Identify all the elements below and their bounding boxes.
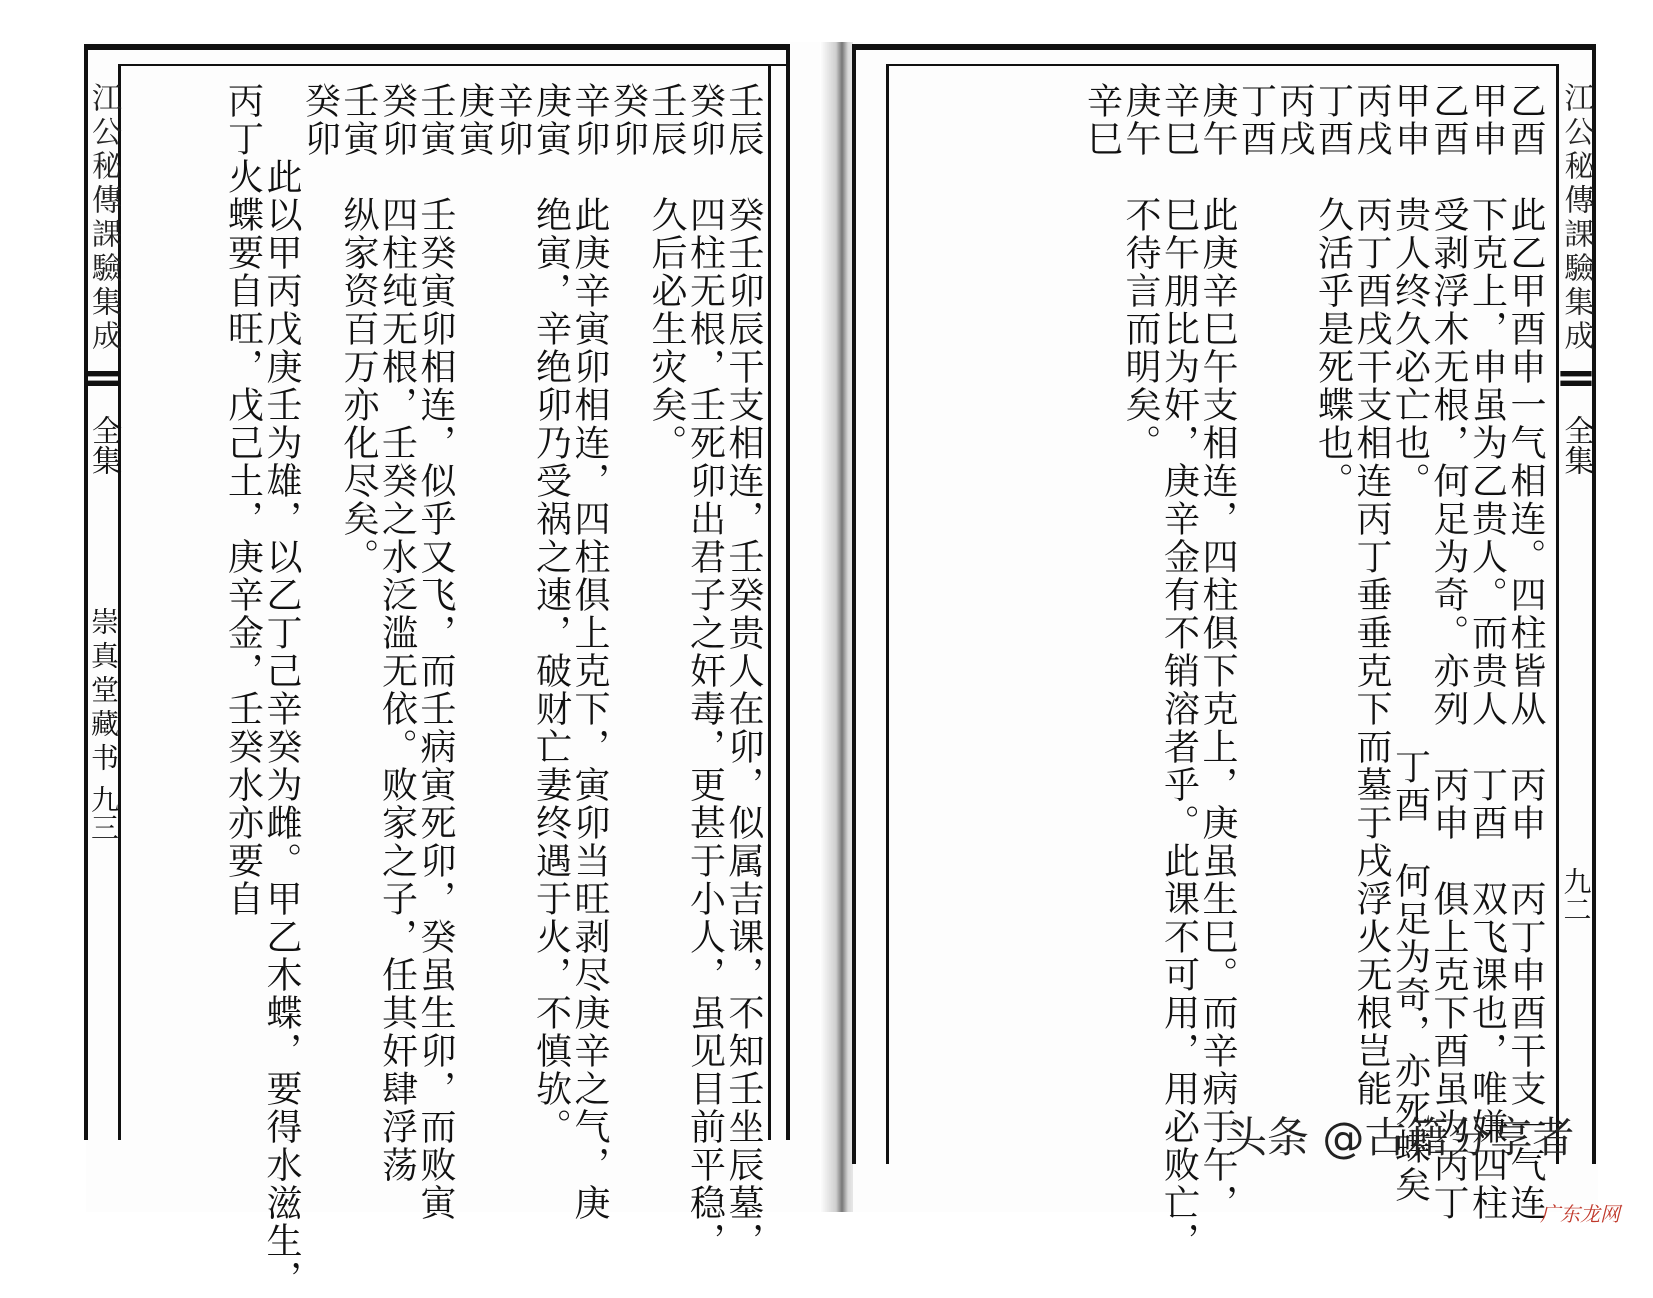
text-column: 癸卯 四柱纯无根，壬癸之水泛滥无依。败家之子，任其奸肆浮荡 [376, 82, 418, 1184]
margin-section: 全集 [1558, 415, 1594, 475]
text-column: 庚午 不待言而明矣。 [1120, 82, 1161, 462]
text-column: 乙酉 受剥浮木无根，何足为奇。亦列 丙申 俱上克下酉虽为丙丁 [1428, 82, 1469, 1222]
text-column: 丙戌 丙丁酉戌干支相连丙丁垂垂克下而墓于戌浮火无根岂能 [1351, 82, 1392, 1108]
watermark-text: 头条 @古籍分享者 [1225, 1113, 1575, 1162]
left-page-inner-top-rule [118, 64, 786, 66]
text-column: 丁酉 久活乎是死蝶也。 [1312, 82, 1354, 500]
text-column: 丙丁火蝶要自旺，戊己土，庚辛金，壬癸水亦要自 [222, 82, 264, 918]
margin-bars-top [1560, 371, 1591, 386]
left-page-top-rule [84, 44, 786, 50]
text-column: 丁酉 [1235, 82, 1277, 158]
right-page-inner-top-rule [886, 64, 1558, 66]
left-page-text [142, 82, 764, 1298]
text-column: 甲申 下克上，申虽为乙贵人。而贵人 丁酉 双飞课也，唯嫌四柱 [1466, 82, 1508, 1222]
text-column: 辛卯 [492, 82, 533, 158]
text-column: 丙戌 [1274, 82, 1315, 158]
text-column: 乙酉 此乙甲酉申一气相连。四柱皆从 丙申 丙丁申酉干支一气连 [1505, 82, 1546, 1222]
text-column: 庚寅 [453, 82, 495, 158]
margin-section: 全集 [86, 415, 121, 475]
text-column: 癸卯 [299, 82, 341, 158]
text-column: 此以甲丙戊庚壬为雄，以乙丁己辛癸为雌。甲乙木蝶，要得水滋生， [261, 82, 302, 1298]
margin-title: 江公秘傳課驗集成 [86, 82, 121, 354]
right-margin-column [1559, 82, 1592, 923]
text-column: 壬寅 纵家资百万亦化尽矣。 [338, 82, 379, 576]
text-column: 庚寅 绝寅，辛绝卯乃受祸之速，破财亡妻终遇于火，不慎欤。 [530, 82, 572, 1146]
text-column: 癸卯 [607, 82, 649, 158]
left-page-inner-rule [768, 64, 771, 1140]
right-page-top-rule [852, 44, 1592, 50]
text-column: 辛巳 [1081, 82, 1123, 158]
margin-title: 江公秘傳課驗集成 [1558, 82, 1594, 354]
page-number-left: 九三 [87, 785, 120, 841]
margin-bars-top [87, 371, 118, 386]
text-column: 壬寅 壬癸寅卯相连，似乎又飞，而壬病寅死卯，癸虽生卯，而败寅 [415, 82, 456, 1222]
page-number-right: 九二 [1559, 867, 1593, 923]
margin-hall-name: 崇真堂藏书 [87, 607, 120, 777]
text-column: 癸卯 四柱无根，壬死卯出君子之奸毒，更甚于小人，虽见目前平稳， [684, 82, 726, 1260]
text-column: 辛卯 此庚辛寅卯相连，四柱俱上克下，寅卯当旺剥尽庚辛之气，庚 [569, 82, 610, 1222]
text-column: 辛巳 巳午朋比为奸，庚辛金有不销溶者乎。此课不可用，用必败亡， [1158, 82, 1200, 1260]
right-page-gutter-rule [852, 44, 856, 1164]
text-column: 壬辰 癸壬卯辰干支相连，壬癸贵人在卯，似属吉课，不知壬坐辰墓， [723, 82, 764, 1260]
text-column: 壬辰 久后必生灾矣。 [646, 82, 687, 462]
text-column: 甲申 贵人终久必亡也。 丁酉 何足为奇，亦死蝶矣 [1389, 82, 1431, 1204]
left-margin-column [86, 82, 121, 841]
watermark-site: 广东龙网 [1540, 1202, 1620, 1226]
left-page-gutter-rule [786, 44, 790, 1140]
right-page-inner-rule [886, 64, 889, 1164]
text-column: 庚午 此庚辛巳午支相连，四柱俱下克上，庚虽生巳。而辛病于午， [1197, 82, 1238, 1222]
